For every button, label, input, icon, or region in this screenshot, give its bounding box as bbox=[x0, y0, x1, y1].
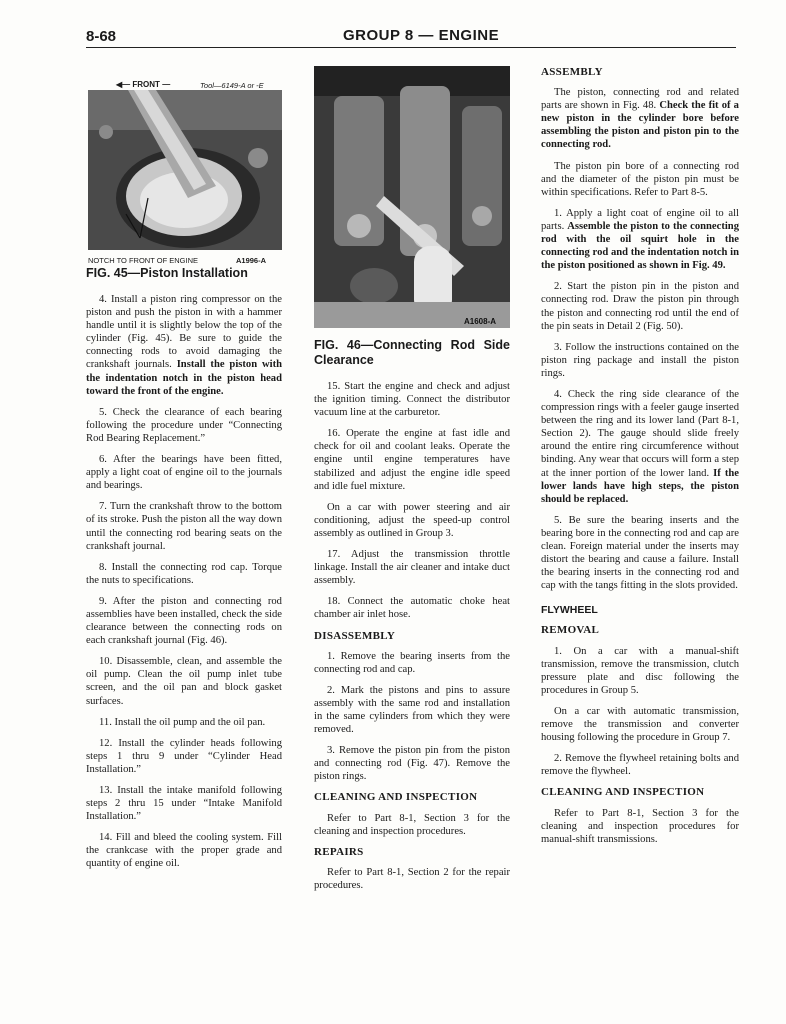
fig45-code: A1996-A bbox=[236, 256, 267, 265]
power-steering-note: On a car with power steering and air conditioning, adjust the speed-up control assembly as outlined in Group 3. bbox=[314, 501, 510, 539]
repairs-text: Refer to Part 8-1, Section 2 for the repair procedures. bbox=[314, 866, 510, 891]
assembly-step-3: 3. Follow the instructions contained on the piston ring package and install the piston rings. bbox=[541, 341, 739, 379]
assembly-step-5: 5. Be sure the bearing inserts and the bearing bore in the connecting rod and cap are clean. Foreign material under the inserts may distort the bearing and cause a failure. Install the bearing inserts in the connecting rod and cap with the tangs fitting in the slots provided. bbox=[541, 514, 739, 592]
assembly-step-1: 1. Apply a light coat of engine oil to all parts. Assemble the piston to the connecting rod with the oil squirt hole in the connecting rod and the indentation notch in the piston positioned as shown in Fig. 49. bbox=[541, 207, 739, 272]
automatic-note: On a car with automatic transmission, remove the transmission and converter housing following the procedure in Group 7. bbox=[541, 705, 739, 744]
step-14: 14. Fill and bleed the cooling system. Fill the crankcase with the proper grade and quantity of engine oil. bbox=[86, 832, 282, 870]
step-9: 9. After the piston and connecting rod assemblies have been installed, check the side clearance between the connecting rods on each crankshaft journal (Fig. 46). bbox=[86, 595, 282, 647]
fig45-caption: FIG. 45—Piston Installation bbox=[86, 266, 248, 280]
flywheel-cleaning-heading: CLEANING AND INSPECTION bbox=[541, 786, 705, 799]
assembly-intro-1: The piston, connecting rod and related parts are shown in Fig. 48. Check the fit of a new piston in the cylinder bore before assembling the piston and piston pin to the connecting rod. bbox=[541, 87, 739, 151]
step-8: 8. Install the connecting rod cap. Torque the nuts to specifications. bbox=[86, 561, 282, 586]
repairs-heading: REPAIRS bbox=[314, 845, 364, 858]
group-title: GROUP 8 — ENGINE bbox=[343, 27, 500, 44]
step-4: 4. Install a piston ring compressor on the piston and push the piston in with a hammer handle until it is slightly below the top of the cylinder (Fig. 45). Be sure to guide the connecting rods to avoid damaging the crankshaft journals. Install the piston with the indentation notch in the piston head toward the front of the engine. bbox=[86, 294, 283, 397]
flywheel-heading: FLYWHEEL bbox=[541, 604, 598, 617]
column-2 bbox=[314, 66, 510, 900]
step-10: 10. Disassemble, clean, and assemble the oil pump. Clean the oil pump inlet tube screen, and the oil pan and block gasket surfaces. bbox=[86, 656, 282, 707]
disassembly-step-1: 1. Remove the bearing inserts from the connecting rod and cap. bbox=[314, 650, 510, 675]
fig45-figure bbox=[86, 66, 282, 265]
flywheel-cleaning-text: Refer to Part 8-1, Section 3 for the cleaning and inspection procedures for manual-shift transmissions. bbox=[541, 807, 739, 845]
column-3 bbox=[541, 66, 739, 854]
fig45-photo bbox=[88, 90, 282, 250]
fig46-code: A1608-A bbox=[464, 317, 497, 326]
fig46-caption: FIG. 46—Connecting Rod Side Clearance bbox=[314, 338, 510, 367]
step-12: 12. Install the cylinder heads following steps 1 thru 9 under “Cylinder Head Installation.” bbox=[86, 737, 282, 775]
step-6: 6. After the bearings have been fitted, apply a light coat of engine oil to the journals and bearings. bbox=[86, 454, 282, 492]
assembly-step-2: 2. Start the piston pin in the piston and connecting rod. Draw the piston pin through the piston and connecting rod until the end of the pin seats in Detail 2 (Fig. 50). bbox=[541, 281, 739, 332]
cleaning-heading: CLEANING AND INSPECTION bbox=[314, 791, 478, 804]
cleaning-text: Refer to Part 8-1, Section 3 for the cleaning and inspection procedures. bbox=[314, 812, 510, 837]
removal-heading: REMOVAL bbox=[541, 624, 600, 637]
page-number: 8-68 bbox=[86, 28, 117, 45]
assembly-heading: ASSEMBLY bbox=[541, 66, 603, 78]
assembly-intro-2: The piston pin bore of a connecting rod and the diameter of the piston pin must be within specifications. Refer to Part 8-5. bbox=[541, 160, 739, 198]
header-rule bbox=[86, 47, 736, 48]
front-arrow-icon: ◀— bbox=[116, 80, 131, 89]
step-5: 5. Check the clearance of each bearing following the procedure under “Connecting Rod Bearing Replacement.” bbox=[86, 406, 282, 444]
piston-installation-illustration bbox=[88, 90, 282, 250]
removal-step-1: 1. On a car with a manual-shift transmission, remove the transmission, clutch pressure plate and disc following the procedures in Group 5. bbox=[541, 645, 739, 696]
step-16: 16. Operate the engine at fast idle and check for oil and coolant leaks. Operate the engine until engine temperatures have stabilized and adjust the engine idle speed and idle fuel mixture. bbox=[314, 428, 511, 492]
step-17: 17. Adjust the transmission throttle linkage. Install the air cleaner and intake duct assembly. bbox=[314, 549, 510, 587]
removal-step-2: 2. Remove the flywheel retaining bolts and remove the flywheel. bbox=[541, 753, 739, 778]
fig45-tool-label: Tool—6149-A or -E bbox=[200, 81, 264, 90]
disassembly-heading: DISASSEMBLY bbox=[314, 629, 396, 642]
fig45-notch-label: NOTCH TO FRONT OF ENGINE bbox=[88, 256, 199, 265]
step-15: 15. Start the engine and check and adjust the ignition timing. Connect the distributor vacuum line at the carburetor. bbox=[314, 381, 510, 419]
step-18: 18. Connect the automatic choke heat chamber air inlet hose. bbox=[314, 596, 510, 621]
fig45-front-row: ◀— FRONT — bbox=[116, 80, 171, 89]
step-13: 13. Install the intake manifold following steps 2 thru 15 under “Intake Manifold Installation.” bbox=[86, 785, 282, 823]
column-1 bbox=[86, 66, 282, 879]
connecting-rod-clearance-illustration bbox=[314, 66, 510, 328]
step-11: 11. Install the oil pump and the oil pan. bbox=[99, 716, 266, 728]
disassembly-step-3: 3. Remove the piston pin from the piston and connecting rod (Fig. 47). Remove the piston rings. bbox=[314, 745, 510, 783]
assembly-step-4: 4. Check the ring side clearance of the compression rings with a feeler gauge inserted between the ring and its lower land (Part 8-1, Section 2). The gauge should slide freely around the entire ring circumference without binding. Any wear that occurs will form a step at the inner portion of the lower land. If the lower lands have high steps, the piston should be replaced. bbox=[541, 388, 739, 505]
step-7: 7. Turn the crankshaft throw to the bottom of its stroke. Push the piston all the way down until the connecting rod bearing seats on the crankshaft journal. bbox=[86, 501, 282, 552]
fig46-photo bbox=[314, 66, 510, 328]
fig45-front-label: FRONT bbox=[132, 80, 160, 89]
disassembly-step-2: 2. Mark the pistons and pins to assure assembly with the same rod and installation in the same cylinders from which they were removed. bbox=[314, 684, 510, 736]
